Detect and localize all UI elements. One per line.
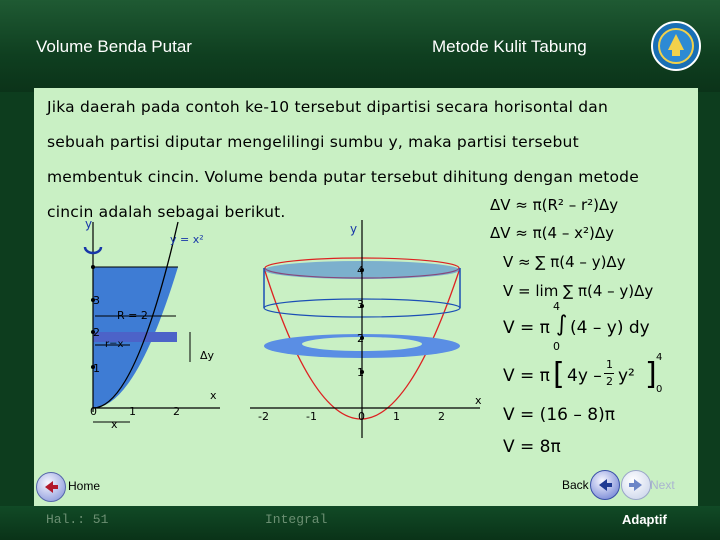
equation-6-upper: 4 [656,352,663,363]
r-tick-y-3: 3 [357,298,364,311]
equation-5-lower: 0 [553,340,560,353]
equation-6-frac-den: 2 [606,375,613,388]
equation-1: ΔV ≈ π(R² – r²)Δy [490,196,619,214]
r-tick-y-4: 4 [357,264,364,277]
brand-label: Adaptif [622,512,667,527]
back-label[interactable]: Back [562,478,589,492]
paragraph-line: cincin adalah sebagai berikut. [47,203,286,221]
equation-6-frac-num: 1 [606,358,613,371]
next-label[interactable]: Next [650,478,675,492]
r-tick-y-1: 1 [357,366,364,379]
r-tick-x-0: 0 [358,410,365,423]
r-tick-x-2: 2 [438,410,445,423]
paragraph-line: Jika daerah pada contoh ke-10 tersebut dipartisi secara horisontal dan [47,98,609,116]
header-bar [0,0,720,92]
next-button[interactable] [621,470,651,500]
equation-3: V ≈ ∑ π(4 – y)Δy [503,253,626,271]
tick-y-2: 2 [93,326,100,339]
equation-6-prefix: V = π [503,366,550,386]
paragraph-line: membentuk cincin. Volume benda putar tersebut dihitung dengan metode [47,168,639,186]
r-label: r=x [105,339,124,350]
arrow-left-icon [37,473,65,501]
home-button[interactable] [36,472,66,502]
left-x-axis-label: x [210,389,217,402]
r-tick-x-m1: -1 [306,410,317,423]
curve-label: y = x² [170,233,204,246]
equation-6-tail: y² [618,366,635,386]
header-title-left: Volume Benda Putar [36,37,192,56]
topic-label: Integral [265,512,328,527]
equation-5-upper: 4 [553,300,560,313]
r-tick-y-2: 2 [357,332,364,345]
equation-7: V = (16 – 8)π [503,405,615,425]
arrow-left-icon [591,471,619,499]
r-tick-x-1: 1 [393,410,400,423]
equation-2: ΔV ≈ π(4 – x²)Δy [490,224,614,242]
right-x-axis-label: x [475,394,482,407]
equation-6-body: 4y – [567,366,602,386]
tut-wuri-logo-icon [650,20,702,72]
dy-label: Δy [200,349,215,362]
back-button[interactable] [590,470,620,500]
x-marker-label: x [111,418,118,431]
R-label: R = 2 [117,309,148,322]
arrow-right-icon [622,471,650,499]
page-number: Hal.: 51 [46,512,109,527]
paragraph-line: sebuah partisi diputar mengelilingi sumbu y, maka partisi tersebut [47,133,579,151]
equation-4: V = lim ∑ π(4 – y)Δy [503,282,654,300]
tick-x-2: 2 [173,405,180,418]
region-graph [80,212,230,437]
tick-x-1: 1 [129,405,136,418]
header-title-right: Metode Kulit Tabung [432,37,587,56]
tick-y-1: 1 [93,362,100,375]
bracket-open-icon: [ [553,357,565,392]
r-tick-x-m2: -2 [258,410,269,423]
solid-graph [250,220,490,440]
home-label[interactable]: Home [68,479,101,493]
bracket-close-icon: ] [645,357,657,392]
left-y-axis-label: y [85,217,93,231]
tick-x-0: 0 [90,405,97,418]
equation-5-prefix: V = π [503,318,550,338]
equation-6-lower: 0 [656,384,663,395]
tick-y-3: 3 [93,294,100,307]
equation-5-body: (4 – y) dy [570,318,650,338]
equation-8: V = 8π [503,437,561,457]
right-y-axis-label: y [350,222,358,236]
fraction-bar [604,373,614,374]
integral-sign-icon: ∫ [556,312,568,337]
